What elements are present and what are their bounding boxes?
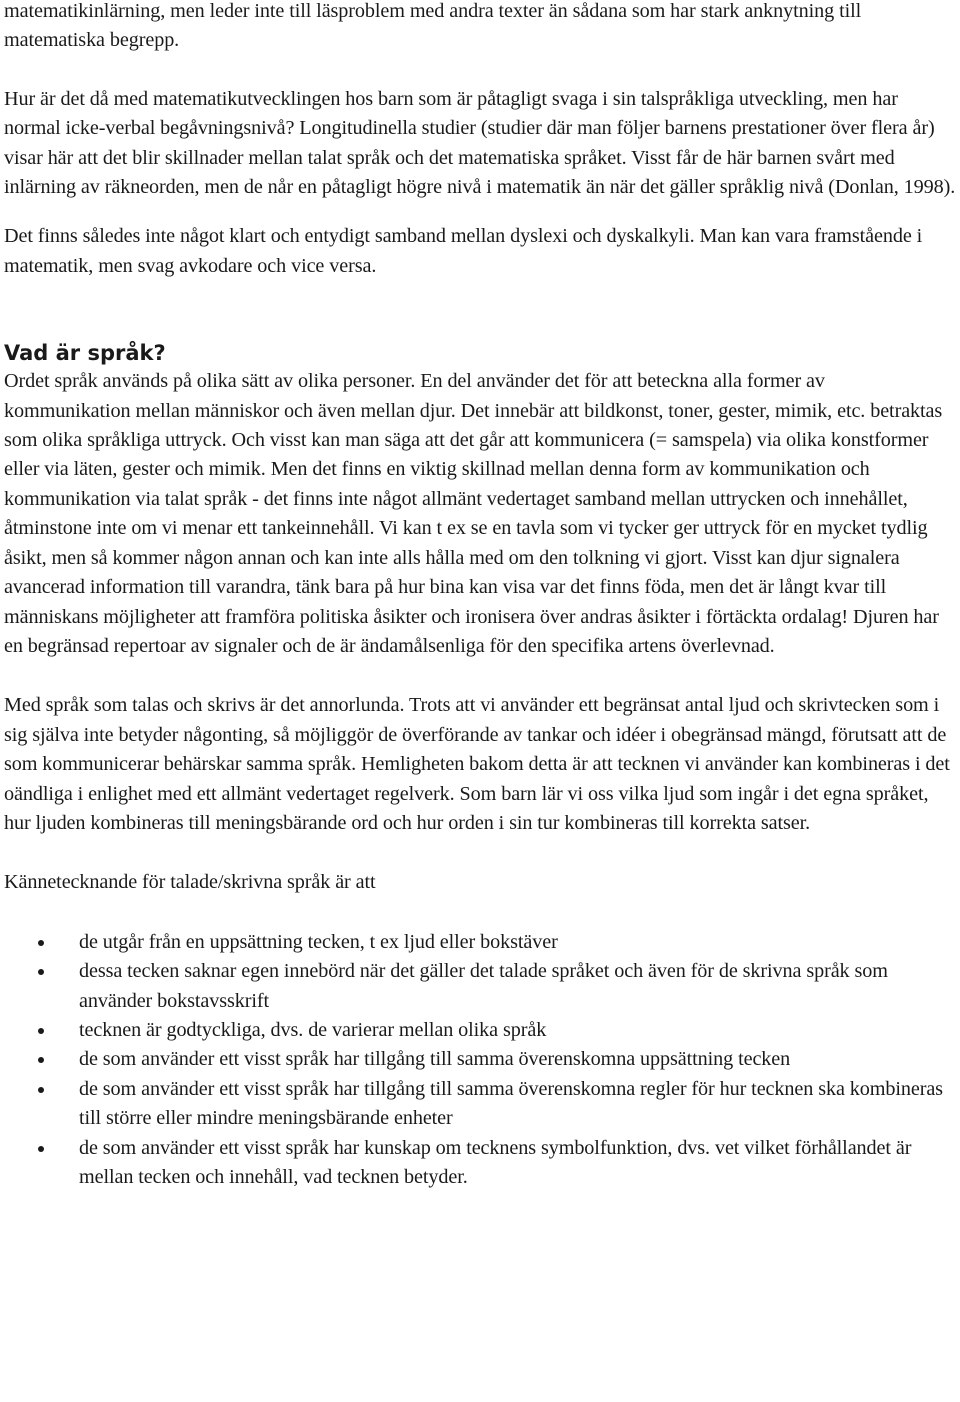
paragraph-language-development: Hur är det då med matematikutvecklingen hos barn som är påtagligt svaga i sin talspråkliga utveckling, men har normal icke-verbal begåvningsnivå? Longitudinella studier (studier där man följer barnens prestationer över flera år) visar här att det blir skillnader mellan talat språk och det matematiska språket. Visst får de här barnen svårt med inlärning av räkneorden, men de når en påtagligt högre nivå i matematik än när det gäller språklig nivå (Donlan, 1998). <box>4 87 956 199</box>
bullet-icon <box>38 1146 44 1152</box>
list-item <box>4 1075 956 1134</box>
list-item-text: de som använder ett visst språk har tillgång till samma överenskomna uppsättning tecken <box>79 1048 791 1071</box>
list-item <box>4 1045 956 1074</box>
paragraph-list-intro: Kännetecknande för talade/skrivna språk är att <box>4 871 376 894</box>
bullet-icon <box>38 1057 44 1063</box>
list-item-text: dessa tecken saknar egen innebörd när det gäller det talade språket och även för de skrivna språk som använder bokstavsskrift <box>79 960 888 1012</box>
bullet-icon <box>38 969 44 975</box>
list-item-text: de som använder ett visst språk har kunskap om tecknens symbolfunktion, dvs. vet vilket förhållandet är mellan tecken och innehåll, vad tecknen betyder. <box>79 1136 912 1188</box>
list-item <box>4 957 956 1016</box>
bullet-icon <box>38 940 44 946</box>
list-item <box>4 1134 956 1193</box>
document-page <box>4 0 956 1192</box>
list-item-text: de som använder ett visst språk har tillgång till samma överenskomna regler för hur tecknen ska kombineras till större eller mindre meningsbärande enheter <box>79 1077 943 1130</box>
paragraph-spoken-written-language: Med språk som talas och skrivs är det annorlunda. Trots att vi använder ett begränsat antal ljud och skrivtecken som i sig själva inte betyder någonting, så möjliggör de överförande av tankar och idéer i obegränsad mängd, förutsatt att de som kommunicerar behärskar samma språk. Hemligheten bakom detta är att tecknen vi använder kan kombineras i det oändliga i enlighet med ett allmänt vedertaget regelverk. Som barn lär vi oss vilka ljud som ingår i det egna språket, hur ljuden kombineras till meningsbärande ord och hur orden i sin tur kombineras till korrekta satser. <box>4 694 950 834</box>
list-item <box>4 928 956 957</box>
paragraph-what-is-language: Ordet språk används på olika sätt av olika personer. En del använder det för att beteckna alla former av kommunikation mellan människor och även mellan djur. Det innebär att bildkonst, toner, gester, mimik, etc. betraktas som olika språkliga uttryck. Och visst kan man säga att det går att kommunicera (= samspela) via olika konstformer eller via läten, gester och mimik. Men det finns en viktig skillnad mellan denna form av kommunikation och kommunikation via talat språk - det finns inte något allmänt vedertaget samband mellan uttrycken och innehållet, åtminstone inte om vi menar ett tankeinnehåll. Vi kan t ex se en tavla som vi tycker ger uttryck för en mycket tydlig åsikt, men så kommer någon annan och kan inte alls hålla med om den tolkning vi gjort. Visst kan djur signalera avancerad information till varandra, tänk bara på hur bina kan visa var det finns föda, men det är långt kvar till människans möjligheter att framföra politiska åsikter och ironisera över andras åsikter i förtäckta ordalag! Djuren har en begränsad repertoar av signaler och de är ändamålsenliga för den specifika artens överlevnad. <box>4 370 943 657</box>
paragraph-intro-continuation: matematikinlärning, men leder inte till läsproblem med andra texter än sådana som har stark anknytning till matematiska begrepp. <box>4 0 862 52</box>
paragraph-dyslexia-dyscalculia: Det finns således inte något klart och entydigt samband mellan dyslexi och dyskalkyli. Man kan vara framstående i matematik, men svag avkodare och vice versa. <box>4 225 923 277</box>
bullet-icon <box>38 1087 44 1093</box>
list-item-text: de utgår från en uppsättning tecken, t ex ljud eller bokstäver <box>79 930 558 953</box>
section-heading: Vad är språk? <box>4 341 166 366</box>
characteristics-list <box>4 928 956 1193</box>
list-item <box>4 1016 956 1045</box>
list-item-text: tecknen är godtyckliga, dvs. de varierar mellan olika språk <box>79 1018 547 1041</box>
bullet-icon <box>38 1028 44 1034</box>
